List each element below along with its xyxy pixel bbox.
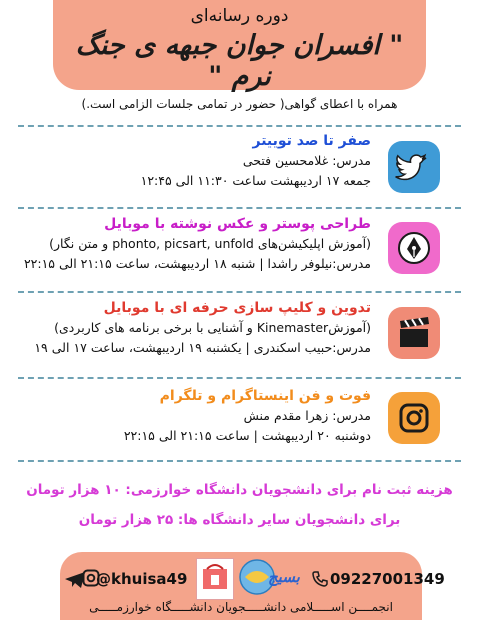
course-title: " افسران جوان جبهه ی جنگ نرم " <box>75 30 404 92</box>
certificate-note: همراه با اعطای گواهی( حضور در تمامی جلسات الزامی است.) <box>81 97 398 111</box>
phone-icon <box>312 571 328 591</box>
twitter-icon <box>388 141 440 193</box>
divider <box>18 207 461 209</box>
instagram-icon <box>388 392 440 444</box>
course-schedule: مدرس:نیلوفر راشدا | شنبه ۱۸ اردیبهشت، ساعت ۲۱:۱۵ الی ۲۲:۱۵ <box>23 256 371 271</box>
pen-nib-icon <box>388 222 440 274</box>
course-schedule: دوشنبه ۲۰ اردیبهشت | ساعت ۲۱:۱۵ الی ۲۲:۱۵ <box>123 428 371 443</box>
course-instructor: مدرس: زهرا مقدم منش <box>243 408 371 423</box>
divider <box>18 377 461 379</box>
course-title-poster: طراحی پوستر و عکس نوشته با موبایل <box>104 216 371 232</box>
association-logo <box>196 558 234 600</box>
course-title-video: تدوین و کلیپ سازی حرفه ای با موبایل <box>103 300 371 316</box>
clapperboard-icon <box>388 307 440 359</box>
course-title-twitter: صفر تا صد توییتر <box>252 133 371 149</box>
course-instructor: مدرس: غلامحسین فتحی <box>242 153 371 168</box>
course-schedule: مدرس:حبیب اسکندری | یکشنبه ۱۹ اردیبهشت، ساعت ۱۷ الی ۱۹ <box>34 340 371 355</box>
divider <box>18 460 461 462</box>
course-instagram <box>11 386 371 446</box>
phone-number: 09227001349 <box>330 570 445 588</box>
course-schedule: جمعه ۱۷ اردیبهشت ساعت ۱۱:۳۰ الی ۱۲:۴۵ <box>140 173 371 188</box>
course-subtitle: دوره رسانه‌ای <box>190 6 289 26</box>
divider <box>18 125 461 127</box>
course-apps: (آموزش اپلیکیشن‌های phonto, picsart, unfold و متن نگار) <box>49 236 371 251</box>
course-video-editing <box>11 298 371 358</box>
course-apps: (آموزشKinemaster و آشنایی با برخی برنامه های کاربردی) <box>54 320 371 335</box>
basij-logo-text: بسیج <box>268 568 300 586</box>
course-title-instagram: فوت و فن اینستاگرام و تلگرام <box>159 388 371 404</box>
divider <box>18 291 461 293</box>
course-poster-design <box>11 214 371 274</box>
course-twitter <box>11 131 371 191</box>
social-handle: @khuisa49 <box>96 570 188 588</box>
fee-line-kharazmi: هزینه ثبت نام برای دانشجویان دانشگاه خوارزمی: ۱۰ هزار تومان <box>26 482 453 498</box>
fee-line-other: برای دانشجویان سایر دانشگاه ها: ۲۵ هزار تومان <box>78 512 401 528</box>
association-name: انجمــــن اســـــلامی دانشـــــجویان دانشـــــگاه خوارزمـــــی <box>89 600 393 614</box>
